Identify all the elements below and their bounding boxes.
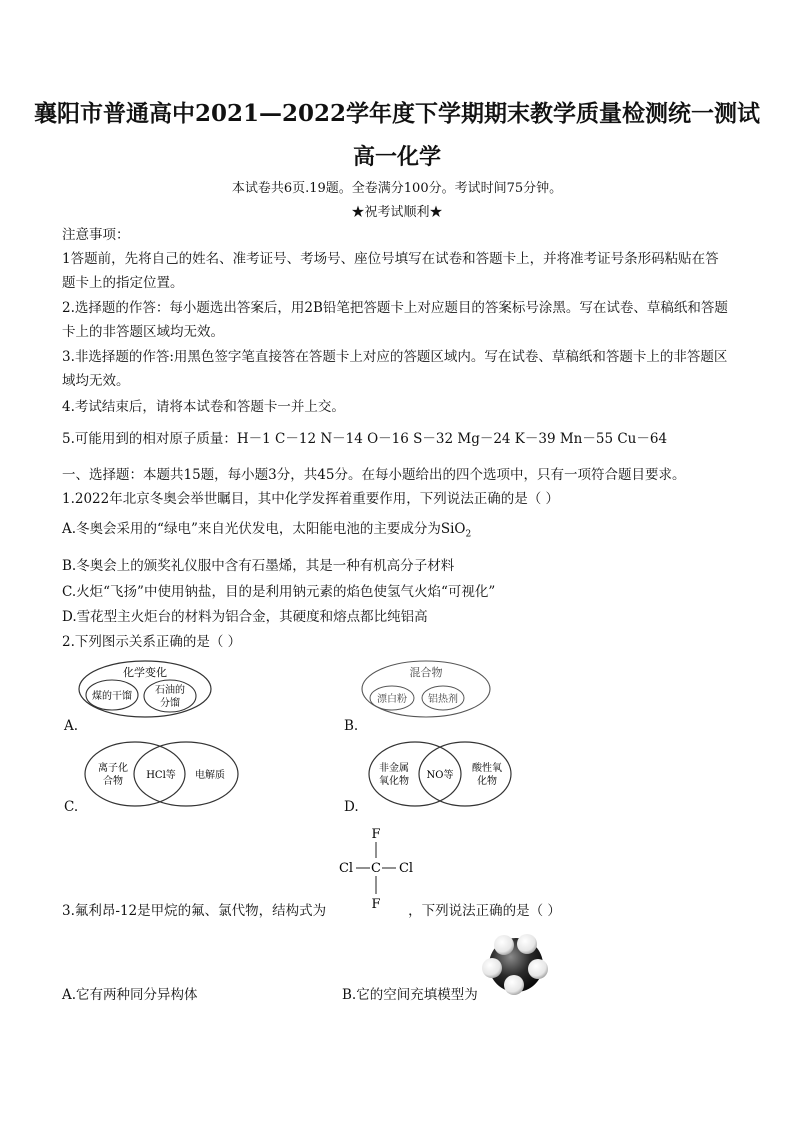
q2c-right-label: 电解质	[195, 770, 225, 781]
q2-option-c-label: C.	[64, 799, 79, 815]
q2-option-c-diagram	[80, 738, 240, 810]
formula-left-atom: Cl	[338, 861, 354, 876]
q2-option-b-label: B.	[344, 718, 359, 734]
paper-title: 襄阳市普通高中2021—2022学年度下学期期末教学质量检测统一测试	[33, 100, 761, 127]
q2c-left-label-2: 合物	[103, 776, 123, 787]
note-5: 5.可能用到的相对原子质量：H－1 C－12 N－14 O－16 S－32 Mg－24 K－39 Mn－55 Cu－64	[62, 431, 668, 447]
formula-bottom-atom: F	[371, 897, 381, 912]
q2c-left-label-1: 离子化	[98, 763, 128, 774]
small-atom-right	[528, 959, 548, 979]
subject-title: 高一化学	[352, 144, 441, 170]
q2d-left-label-2: 氧化物	[379, 776, 409, 787]
q1-option-a-subscript: 2	[465, 529, 472, 540]
note-3: 3.非选择题的作答:用黑色签字笔直接答在答题卡上对应的答题区域内。写在试卷、草稿纸和答题卡上的非答题区域均无效。	[62, 349, 728, 389]
section-heading: 一、选择题：本题共15题，每小题3分，共45分。在每小题给出的四个选项中，只有一项符合题目要求。	[62, 467, 686, 483]
exam-info: 本试卷共6页.19题。全卷满分100分。考试时间75分钟。	[231, 181, 563, 196]
q2-option-d-diagram	[365, 738, 515, 810]
q2-option-a-label: A.	[64, 718, 79, 734]
q2b-left-label: 漂白粉	[377, 694, 407, 705]
q3-option-b: B.它的空间充填模型为	[342, 987, 478, 1003]
formula-right-atom: Cl	[398, 861, 414, 876]
q2-option-a-diagram	[75, 657, 215, 721]
q3-stem-post: ，下列说法正确的是（ ）	[408, 903, 561, 919]
small-atom-bottom	[504, 975, 524, 995]
small-atom-top-right	[517, 934, 537, 954]
q1-option-a-text: A.冬奥会采用的“绿电”来自光伏发电，太阳能电池的主要成分为SiO	[62, 521, 466, 537]
formula-center-atom: C	[371, 861, 381, 876]
note-4: 4.考试结束后，请将本试卷和答题卡一并上交。	[62, 399, 345, 415]
formula-top-atom: F	[371, 827, 381, 842]
q2d-left-label-1: 非金属	[379, 763, 409, 774]
q1-option-d: D.雪花型主火炬台的材料为铝合金，其硬度和熔点都比纯铝高	[62, 609, 428, 625]
good-luck-line: ★祝考试顺利★	[351, 205, 443, 220]
q2b-right-label: 铝热剂	[428, 694, 458, 705]
q2-option-d-label: D.	[344, 799, 359, 815]
space-filling-model-image	[480, 933, 552, 997]
small-atom-left	[482, 958, 502, 978]
q2b-outer-label: 混合物	[409, 666, 443, 679]
q2d-right-label-1: 酸性氧	[472, 763, 502, 774]
q2a-right-label-1: 石油的	[155, 685, 185, 696]
notes-heading: 注意事项：	[62, 227, 130, 243]
q1-stem: 1.2022年北京冬奥会举世瞩目，其中化学发挥着重要作用，下列说法正确的是（ ）	[62, 491, 560, 507]
q2a-right-label-2: 分馏	[160, 698, 180, 709]
q2a-left-label: 煤的干馏	[92, 691, 132, 702]
q2c-middle-label: HCl等	[146, 770, 176, 781]
q3-option-a: A.它有两种同分异构体	[62, 987, 198, 1003]
q3-stem-pre: 3.氟利昂-12是甲烷的氟、氯代物，结构式为	[62, 903, 327, 919]
q2a-outer-label: 化学变化	[123, 666, 167, 679]
q3-stem	[62, 899, 561, 923]
q2-stem: 2.下列图示关系正确的是（ ）	[62, 634, 242, 650]
q1-option-b: B.冬奥会上的颁奖礼仪服中含有石墨烯，其是一种有机高分子材料	[62, 558, 455, 574]
q1-option-a	[62, 517, 471, 547]
q2d-right-label-2: 化物	[477, 776, 497, 787]
q2d-middle-label: NO等	[426, 770, 454, 781]
note-2: 2.选择题的作答：每小题选出答案后，用2B铅笔把答题卡上对应题目的答案标号涂黑。写在试卷、草稿纸和答题卡上的非答题区域均无效。	[62, 300, 728, 340]
q2-option-b-diagram	[357, 657, 495, 721]
note-1: 1答题前，先将自己的姓名、准考证号、考场号、座位号填写在试卷和答题卡上，并将准考证号条形码粘贴在答题卡上的指定位置。	[62, 251, 719, 291]
small-atom-top-left	[494, 935, 514, 955]
q1-option-c: C.火炬“飞扬”中使用钠盐，目的是利用钠元素的焰色使氢气火焰“可视化”	[62, 584, 496, 600]
